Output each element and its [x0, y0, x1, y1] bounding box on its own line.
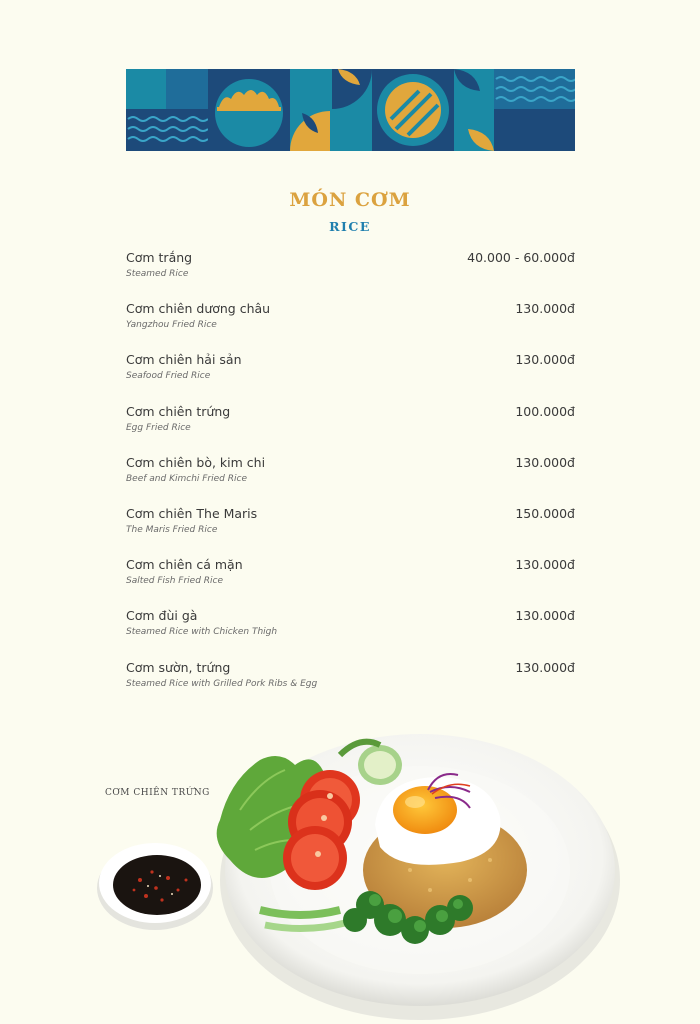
item-price: 40.000 - 60.000đ: [467, 250, 575, 265]
item-name: Cơm chiên trứng: [126, 403, 231, 419]
dish-photo: [90, 720, 630, 1020]
item-price: 130.000đ: [515, 454, 575, 470]
menu-item: [126, 608, 575, 659]
menu-list: [126, 250, 575, 711]
item-price: 130.000đ: [515, 352, 575, 368]
item-price: 100.000đ: [515, 403, 575, 419]
title-english: RICE: [329, 219, 371, 234]
item-name: Cơm chiên bò, kim chi: [126, 454, 266, 470]
decorative-banner: [126, 69, 575, 151]
menu-item: [126, 301, 575, 352]
item-english-name: Salted Fish Fried Rice: [126, 576, 224, 587]
item-english-name: The Maris Fried Rice: [126, 524, 218, 535]
photo-caption: CƠM CHIÊN TRỨNG: [105, 788, 210, 798]
title-vietnamese: MÓN CƠM: [289, 189, 411, 211]
item-english-name: Yangzhou Fried Rice: [126, 320, 217, 331]
item-name: Cơm chiên cá mặn: [126, 557, 243, 573]
item-name: Cơm chiên The Maris: [126, 505, 258, 521]
item-price: 130.000đ: [515, 659, 575, 675]
menu-item: [126, 455, 575, 506]
item-price: 150.000đ: [515, 505, 575, 521]
menu-item: [126, 250, 575, 301]
menu-item: [126, 404, 575, 455]
menu-item: [126, 660, 575, 711]
item-price: 130.000đ: [515, 301, 575, 317]
item-english-name: Steamed Rice: [126, 269, 189, 279]
section-title: [0, 189, 700, 234]
item-name: Cơm đùi gà: [126, 608, 198, 624]
item-english-name: Egg Fried Rice: [126, 422, 191, 433]
item-name: Cơm trắng: [126, 250, 193, 265]
item-name: Cơm chiên dương châu: [126, 301, 271, 317]
menu-item: [126, 557, 575, 608]
item-english-name: Seafood Fried Rice: [126, 371, 211, 382]
item-english-name: Beef and Kimchi Fried Rice: [126, 473, 247, 484]
item-name: Cơm sườn, trứng: [126, 659, 231, 675]
item-english-name: Steamed Rice with Chicken Thigh: [126, 627, 278, 638]
item-price: 130.000đ: [515, 608, 575, 624]
item-price: 130.000đ: [515, 557, 575, 573]
item-english-name: Steamed Rice with Grilled Pork Ribs & Egg: [126, 678, 318, 689]
menu-item: [126, 506, 575, 557]
item-name: Cơm chiên hải sản: [126, 352, 242, 368]
menu-item: [126, 352, 575, 403]
